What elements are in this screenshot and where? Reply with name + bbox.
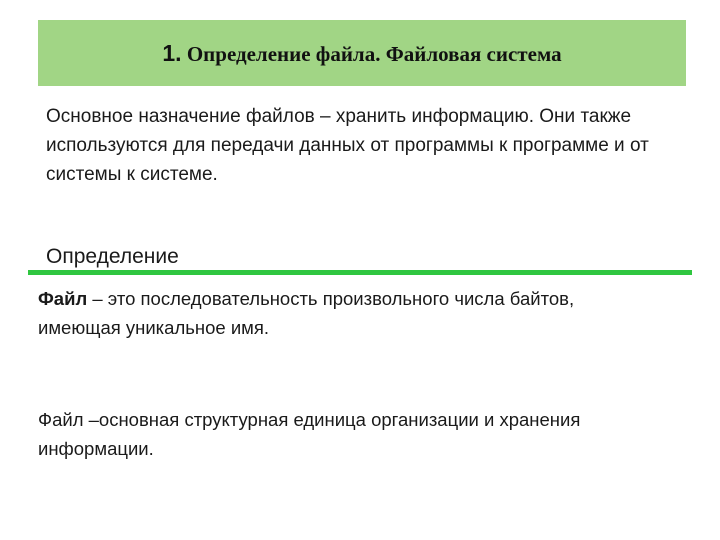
definition-1-term: Файл <box>38 288 88 309</box>
title-text: Определение файла. Файловая система <box>186 41 562 66</box>
intro-paragraph: Основное назначение файлов – хранить информацию. Они также используются для передачи данных от программы к программе и от системы к системе. <box>46 106 649 185</box>
definition-1 <box>38 284 658 342</box>
section-heading: Определение <box>46 245 179 268</box>
slide-title <box>162 40 561 67</box>
divider-line <box>28 270 692 275</box>
definition-1-text: – это последовательность произвольного числа байтов, имеющая уникальное имя. <box>38 288 575 338</box>
title-number: 1. <box>162 39 182 66</box>
title-bar <box>38 20 686 86</box>
definition-2: Файл –основная структурная единица организации и хранения информации. <box>38 409 581 459</box>
